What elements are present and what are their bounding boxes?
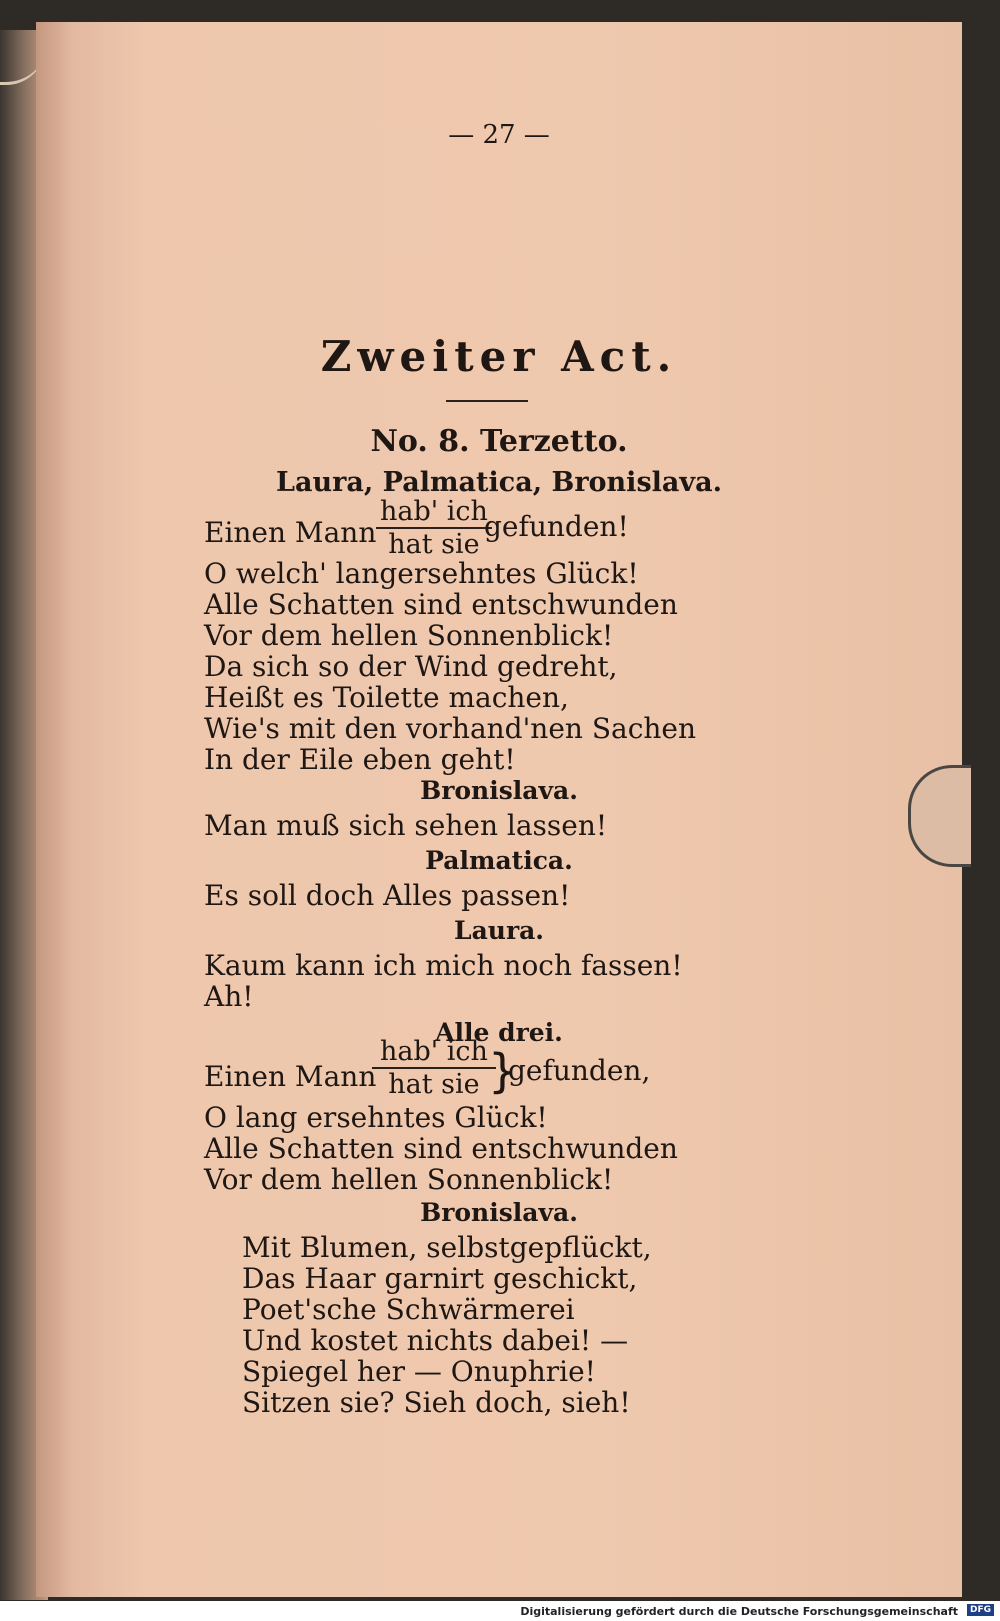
verse-line: Poet'sche Schwärmerei bbox=[242, 1293, 575, 1326]
palmatica-lines bbox=[204, 880, 570, 911]
verse-line: In der Eile eben geht! bbox=[204, 743, 516, 776]
verse-line: Alle Schatten sind entschwunden bbox=[204, 1132, 678, 1165]
footer-credit: Digitalisierung gefördert durch die Deutsche Forschungsgemeinschaft bbox=[520, 1605, 958, 1618]
verse-line: Das Haar garnirt geschickt, bbox=[242, 1262, 638, 1295]
stanza2-suffix: gefunden, bbox=[508, 1054, 651, 1087]
title-divider bbox=[446, 400, 528, 402]
stanza2-lines bbox=[204, 1102, 678, 1195]
footer-bar bbox=[0, 1601, 1000, 1621]
verse-line: Vor dem hellen Sonnenblick! bbox=[204, 1163, 614, 1196]
laura-lines bbox=[204, 950, 683, 1012]
stanza2-fraction-top: hab' ich bbox=[372, 1036, 496, 1069]
dfg-logo: DFG bbox=[967, 1604, 994, 1616]
verse-line: Heißt es Toilette machen, bbox=[204, 681, 569, 714]
number-title: No. 8. Terzetto. bbox=[370, 424, 628, 459]
verse-line: Und kostet nichts dabei! — bbox=[242, 1324, 629, 1357]
verse-line: Wie's mit den vorhand'nen Sachen bbox=[204, 712, 697, 745]
stanza2-brace: } bbox=[488, 1044, 518, 1098]
speaker-alle-drei: Alle drei. bbox=[435, 1018, 563, 1047]
stanza2-fraction bbox=[372, 1036, 496, 1100]
verse-line: Vor dem hellen Sonnenblick! bbox=[204, 619, 614, 652]
stanza1-fraction bbox=[376, 496, 492, 560]
speaker-bronislava-2: Bronislava. bbox=[420, 1198, 578, 1227]
speaker-palmatica: Palmatica. bbox=[425, 846, 573, 875]
speaker-laura: Laura. bbox=[453, 916, 545, 945]
verse-line: O welch' langersehntes Glück! bbox=[204, 557, 639, 590]
bronislava2-lines bbox=[242, 1232, 652, 1418]
book-page bbox=[36, 22, 962, 1597]
bronislava-lines bbox=[204, 810, 607, 841]
stanza1-prefix: Einen Mann bbox=[204, 516, 377, 549]
verse-line: Man muß sich sehen lassen! bbox=[204, 809, 608, 842]
characters-heading: Laura, Palmatica, Bronislava. bbox=[276, 467, 722, 498]
speaker-bronislava: Bronislava. bbox=[420, 776, 578, 805]
stanza1-lines bbox=[204, 558, 696, 775]
verse-line: O lang ersehntes Glück! bbox=[204, 1101, 548, 1134]
stanza2-fraction-bottom: hat sie bbox=[388, 1069, 480, 1100]
verse-line: Alle Schatten sind entschwunden bbox=[204, 588, 678, 621]
verse-line: Da sich so der Wind gedreht, bbox=[204, 650, 618, 683]
verse-line: Es soll doch Alles passen! bbox=[204, 879, 571, 912]
verse-line: Mit Blumen, selbstgepflückt, bbox=[242, 1231, 652, 1264]
stanza1-suffix: gefunden! bbox=[484, 510, 629, 543]
stanza1-fraction-bottom: hat sie bbox=[388, 529, 480, 560]
act-title: Zweiter Act. bbox=[320, 332, 678, 381]
verse-line: Ah! bbox=[204, 980, 254, 1013]
verse-line: Kaum kann ich mich noch fassen! bbox=[204, 949, 683, 982]
stanza2-prefix: Einen Mann bbox=[204, 1060, 377, 1093]
stanza1-fraction-top: hab' ich bbox=[376, 496, 492, 529]
verse-line: Spiegel her — Onuphrie! bbox=[242, 1355, 596, 1388]
page-number: — 27 — bbox=[448, 120, 550, 150]
verse-line: Sitzen sie? Sieh doch, sieh! bbox=[242, 1386, 631, 1419]
